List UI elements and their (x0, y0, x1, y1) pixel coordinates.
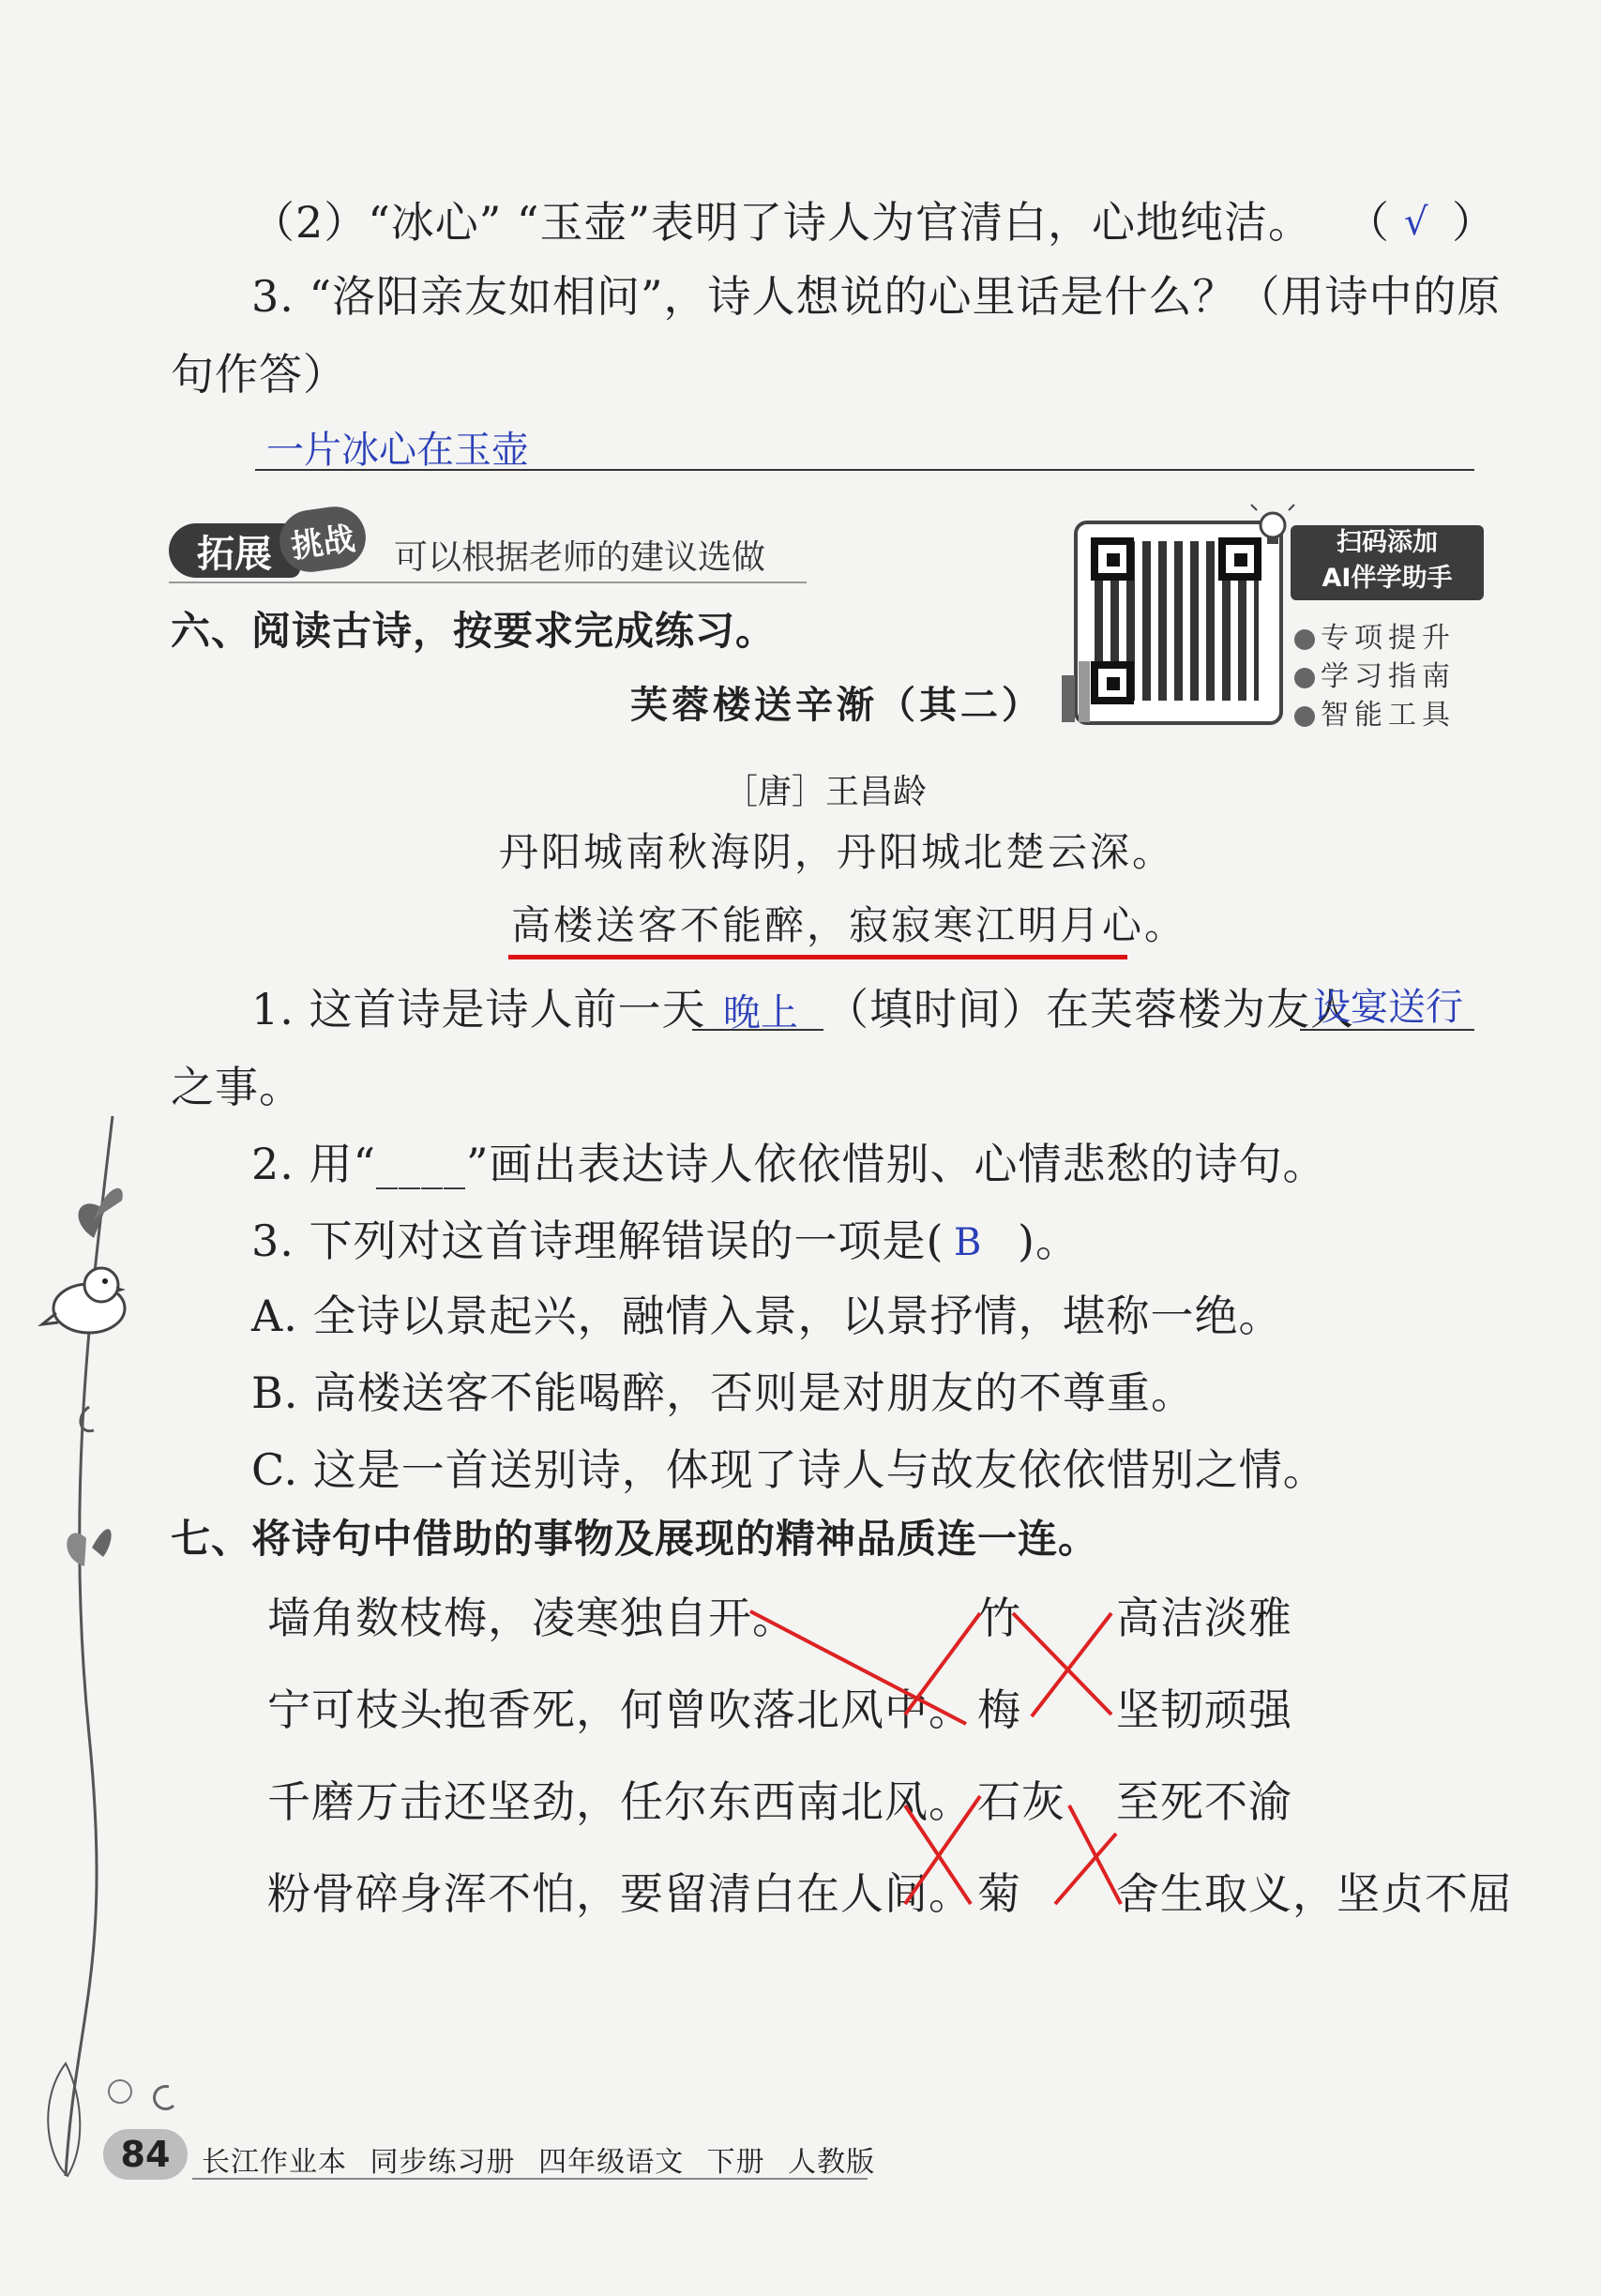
s6-option-c: C. 这是一首送别诗，体现了诗人与故友依依惜别之情。 (251, 1444, 1327, 1495)
s6-q1-answer1: 晚上 (723, 991, 798, 1035)
poem-title: 芙蓉楼送辛渐（其二） (630, 684, 1043, 727)
s6-option-a: A. 全诗以景起兴，融情入景，以景抒情，堪称一绝。 (251, 1291, 1283, 1341)
section6-heading: 六、阅读古诗，按要求完成练习。 (171, 608, 777, 654)
q3-answer: 一片冰心在玉壶 (266, 429, 529, 472)
poem-author: ［唐］王昌龄 (724, 773, 928, 811)
s7-thing-2: 梅 (977, 1684, 1021, 1735)
s7-thing-1: 竹 (977, 1593, 1021, 1643)
match-line (1055, 1834, 1116, 1904)
s7-quality-1: 高洁淡雅 (1116, 1593, 1292, 1643)
s7-line-3: 千磨万击还坚劲，任尔东西南北风。 (267, 1776, 973, 1827)
footer-text: 长江作业本 同步练习册 四年级语文 下册 人教版 (202, 2146, 876, 2179)
q2-answer-checkmark: √ (1404, 201, 1428, 244)
qr-badge-line1: 扫码添加 (1337, 528, 1438, 557)
match-line (1069, 1805, 1121, 1904)
s7-line-2: 宁可枝头抱香死，何曾吹落北风中。 (267, 1684, 973, 1735)
s7-line-1: 墙角数枝梅，凌寒独自开。 (267, 1593, 796, 1643)
qr-feature-1: 专项提升 (1294, 614, 1456, 656)
section7-heading: 七、将诗句中借助的事物及展现的精神品质连一连。 (171, 1516, 1099, 1562)
q2-paren-right: ） (1452, 197, 1496, 248)
s7-thing-3: 石灰 (977, 1776, 1065, 1827)
s7-quality-4: 舍生取义，坚贞不屈 (1116, 1868, 1513, 1919)
poem-line1: 丹阳城南秋海阴，丹阳城北楚云深。 (499, 829, 1175, 875)
q3-question-line1: 3. “洛阳亲友如相问”，诗人想说的心里话是什么？（用诗中的原 (251, 271, 1502, 322)
banner-label-challenge: 挑战 (276, 503, 370, 576)
qr-feature-2: 学习指南 (1294, 653, 1456, 694)
s6-q3-part1: 3. 下列对这首诗理解错误的一项是( (251, 1216, 944, 1266)
s7-quality-3: 至死不渝 (1116, 1776, 1292, 1827)
s6-q2: 2. 用“____”画出表达诗人依依惜别、心情悲愁的诗句。 (251, 1139, 1327, 1189)
s7-quality-2: 坚韧顽强 (1116, 1684, 1292, 1735)
q2-item: （2）“冰心” “玉壶”表明了诗人为官清白，心地纯洁。 (251, 197, 1312, 248)
s7-thing-4: 菊 (977, 1868, 1021, 1919)
qr-badge-line2: AI伴学助手 (1322, 564, 1453, 593)
s6-q1-part2: （填时间）在芙蓉楼为友人 (825, 984, 1354, 1035)
s7-line-4: 粉骨碎身浑不怕，要留清白在人间。 (267, 1868, 973, 1919)
page-number: 84 (103, 2129, 188, 2180)
q3-question-line2: 句作答） (171, 349, 347, 400)
banner-label-expand: 拓展 (169, 523, 300, 578)
match-line (905, 1613, 980, 1714)
s6-q3-answer: B (954, 1221, 982, 1264)
match-line (1013, 1613, 1111, 1714)
banner-tip: 可以根据老师的建议选做 (394, 538, 766, 577)
match-line (750, 1611, 966, 1724)
s6-q1-answer2: 设宴送行 (1313, 986, 1463, 1029)
q2-paren-left: （ (1346, 197, 1390, 248)
s6-q1-part1: 1. 这首诗是诗人前一天 (251, 984, 706, 1035)
qr-feature-3: 智能工具 (1294, 691, 1456, 733)
s6-q1-part3: 之事。 (171, 1062, 303, 1112)
poem-line2: 高楼送客不能醉，寂寂寒江明月心。 (511, 902, 1187, 948)
s6-q3-part2: )。 (1018, 1216, 1080, 1266)
match-line (905, 1796, 980, 1904)
s6-option-b: B. 高楼送客不能喝醉，否则是对朋友的不尊重。 (251, 1367, 1196, 1418)
